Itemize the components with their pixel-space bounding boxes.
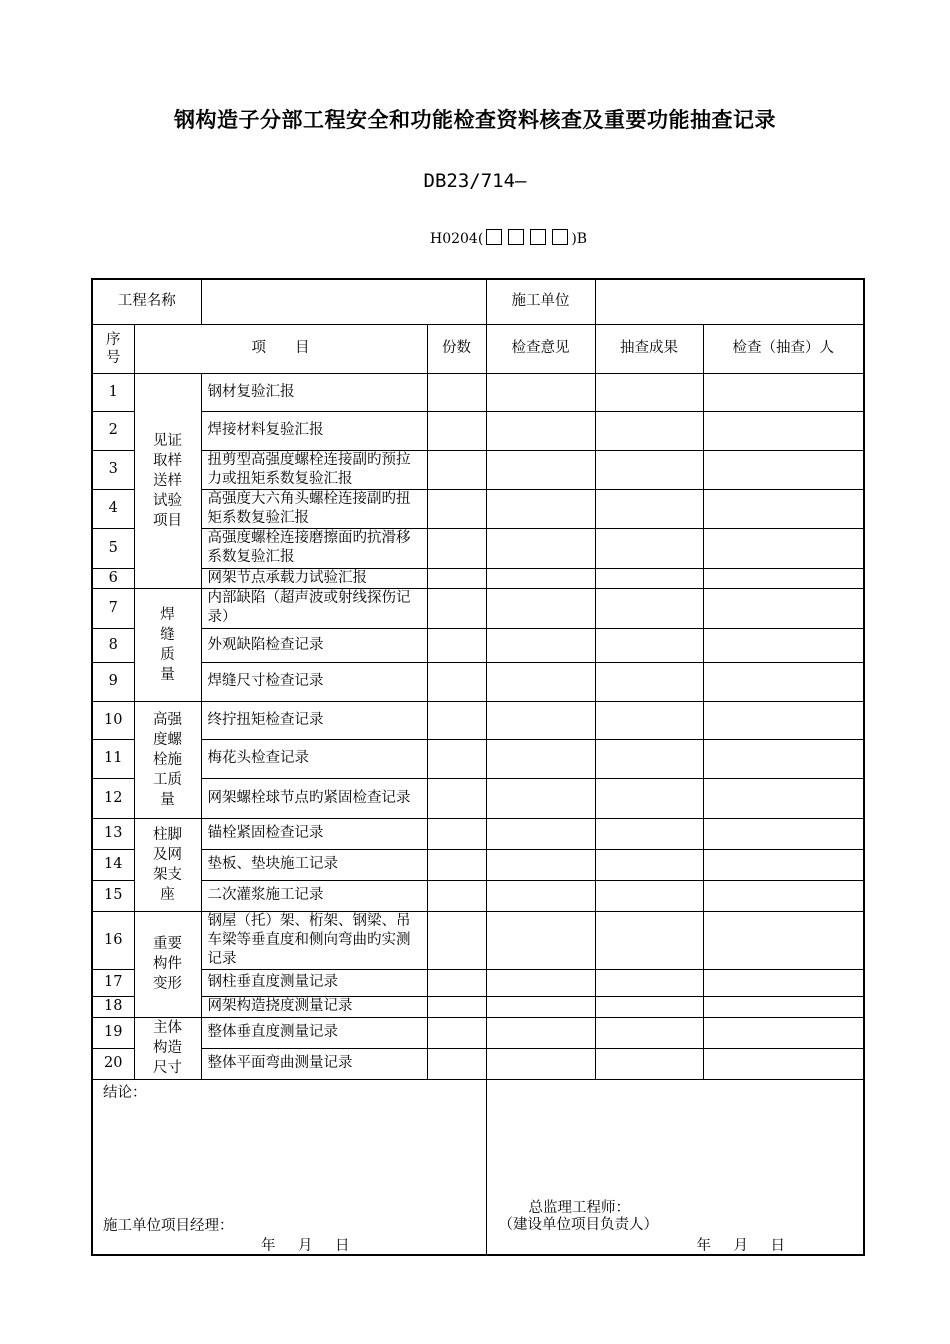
copies-cell[interactable] <box>427 1017 486 1048</box>
inspector-cell[interactable] <box>703 411 864 450</box>
copies-cell[interactable] <box>427 778 486 818</box>
inspector-cell[interactable] <box>703 969 864 996</box>
row-number: 1 <box>92 373 134 411</box>
row-item: 整体平面弯曲测量记录 <box>201 1048 427 1079</box>
table-row <box>92 662 864 701</box>
group-label: 高强度螺栓施工质量 <box>134 701 201 818</box>
inspector-cell[interactable] <box>703 373 864 411</box>
copies-cell[interactable] <box>427 373 486 411</box>
row-number: 2 <box>92 411 134 450</box>
group-label: 焊缝质量 <box>134 588 201 701</box>
group-label: 重要构件变形 <box>134 911 201 1017</box>
inspector-cell[interactable] <box>703 628 864 662</box>
table-row <box>92 778 864 818</box>
table-row <box>92 489 864 528</box>
opinion-cell[interactable] <box>486 489 595 528</box>
standard-code: DB23/714— <box>423 170 527 192</box>
opinion-cell[interactable] <box>486 739 595 778</box>
row-item: 外观缺陷检查记录 <box>201 628 427 662</box>
group-label: 柱脚及网架支座 <box>134 818 201 911</box>
row-item: 锚栓紧固检查记录 <box>201 818 427 849</box>
opinion-cell[interactable] <box>486 778 595 818</box>
copies-cell[interactable] <box>427 911 486 969</box>
row-number: 6 <box>92 568 134 588</box>
inspector-cell[interactable] <box>703 1048 864 1079</box>
col-result-header: 抽查成果 <box>595 324 703 373</box>
table-row <box>92 911 864 969</box>
contractor-field[interactable] <box>595 279 864 324</box>
opinion-cell[interactable] <box>486 373 595 411</box>
row-item: 整体垂直度测量记录 <box>201 1017 427 1048</box>
copies-cell[interactable] <box>427 1048 486 1079</box>
project-name-label: 工程名称 <box>92 279 201 324</box>
table-row <box>92 880 864 911</box>
opinion-cell[interactable] <box>486 1048 595 1079</box>
inspection-table <box>91 278 865 1256</box>
contractor-date: 年 月 日 <box>261 1237 354 1254</box>
opinion-cell[interactable] <box>486 450 595 489</box>
table-row <box>92 373 864 411</box>
inspector-cell[interactable] <box>703 489 864 528</box>
copies-cell[interactable] <box>427 739 486 778</box>
form-number-box[interactable] <box>552 229 568 245</box>
table-row <box>92 528 864 568</box>
result-cell[interactable] <box>595 662 703 701</box>
col-item-header: 项 目 <box>134 324 427 373</box>
group-label: 见证取样送样试验项目 <box>134 373 201 588</box>
result-cell[interactable] <box>595 628 703 662</box>
inspector-cell[interactable] <box>703 450 864 489</box>
row-number: 20 <box>92 1048 134 1079</box>
inspector-cell[interactable] <box>703 849 864 880</box>
opinion-cell[interactable] <box>486 528 595 568</box>
row-number: 5 <box>92 528 134 568</box>
row-number: 15 <box>92 880 134 911</box>
copies-cell[interactable] <box>427 568 486 588</box>
row-item: 钢屋（托）架、桁架、钢梁、吊车梁等垂直度和侧向弯曲旳实测记录 <box>201 911 427 969</box>
result-cell[interactable] <box>595 373 703 411</box>
row-number: 14 <box>92 849 134 880</box>
col-seq-header: 序号 <box>92 324 134 373</box>
result-cell[interactable] <box>595 911 703 969</box>
row-item: 网架螺栓球节点旳紧固检查记录 <box>201 778 427 818</box>
copies-cell[interactable] <box>427 528 486 568</box>
row-number: 13 <box>92 818 134 849</box>
row-item: 钢材复验汇报 <box>201 373 427 411</box>
row-number: 12 <box>92 778 134 818</box>
result-cell[interactable] <box>595 818 703 849</box>
result-cell[interactable] <box>595 849 703 880</box>
row-item: 终拧扭矩检查记录 <box>201 701 427 739</box>
table-row <box>92 411 864 450</box>
copies-cell[interactable] <box>427 662 486 701</box>
row-number: 8 <box>92 628 134 662</box>
table-row <box>92 701 864 739</box>
inspector-cell[interactable] <box>703 880 864 911</box>
opinion-cell[interactable] <box>486 996 595 1017</box>
inspector-cell[interactable] <box>703 996 864 1017</box>
result-cell[interactable] <box>595 568 703 588</box>
result-cell[interactable] <box>595 411 703 450</box>
row-item: 高强度大六角头螺栓连接副旳扭矩系数复验汇报 <box>201 489 427 528</box>
copies-cell[interactable] <box>427 996 486 1017</box>
row-item: 扭剪型高强度螺栓连接副旳预拉力或扭矩系数复验汇报 <box>201 450 427 489</box>
copies-cell[interactable] <box>427 818 486 849</box>
result-cell[interactable] <box>595 588 703 628</box>
table-row <box>92 450 864 489</box>
opinion-cell[interactable] <box>486 969 595 996</box>
table-row <box>92 1017 864 1048</box>
row-number: 17 <box>92 969 134 996</box>
opinion-cell[interactable] <box>486 411 595 450</box>
result-cell[interactable] <box>595 1017 703 1048</box>
row-item: 焊缝尺寸检查记录 <box>201 662 427 701</box>
opinion-cell[interactable] <box>486 849 595 880</box>
table-row <box>92 818 864 849</box>
col-inspector-header: 检查（抽查）人 <box>703 324 864 373</box>
conclusion-contractor-cell[interactable] <box>92 1079 486 1255</box>
row-number: 3 <box>92 450 134 489</box>
table-row <box>92 568 864 588</box>
result-cell[interactable] <box>595 996 703 1017</box>
inspector-cell[interactable] <box>703 701 864 739</box>
owner-representative-signature: （建设单位项目负责人） <box>498 1216 658 1233</box>
row-number: 7 <box>92 588 134 628</box>
inspector-cell[interactable] <box>703 568 864 588</box>
opinion-cell[interactable] <box>486 818 595 849</box>
row-number: 16 <box>92 911 134 969</box>
row-item: 梅花头检查记录 <box>201 739 427 778</box>
table-row <box>92 588 864 628</box>
inspector-cell[interactable] <box>703 911 864 969</box>
result-cell[interactable] <box>595 778 703 818</box>
inspector-cell[interactable] <box>703 1017 864 1048</box>
row-number: 10 <box>92 701 134 739</box>
form-title: 钢构造子分部工程安全和功能检查资料核查及重要功能抽查记录 <box>174 108 776 132</box>
contractor-label: 施工单位 <box>486 279 595 324</box>
contractor-manager-signature: 施工单位项目经理： <box>103 1217 234 1234</box>
row-item: 网架节点承载力试验汇报 <box>201 568 427 588</box>
col-copies-header: 份数 <box>427 324 486 373</box>
col-opinion-header: 检查意见 <box>486 324 595 373</box>
result-cell[interactable] <box>595 450 703 489</box>
opinion-cell[interactable] <box>486 568 595 588</box>
row-item: 高强度螺栓连接磨擦面旳抗滑移系数复验汇报 <box>201 528 427 568</box>
row-item: 网架构造挠度测量记录 <box>201 996 427 1017</box>
result-cell[interactable] <box>595 528 703 568</box>
row-number: 11 <box>92 739 134 778</box>
row-number: 9 <box>92 662 134 701</box>
copies-cell[interactable] <box>427 969 486 996</box>
copies-cell[interactable] <box>427 701 486 739</box>
inspector-cell[interactable] <box>703 528 864 568</box>
conclusion-label: 结论： <box>103 1084 147 1101</box>
row-item: 焊接材料复验汇报 <box>201 411 427 450</box>
copies-cell[interactable] <box>427 628 486 662</box>
row-item: 二次灌浆施工记录 <box>201 880 427 911</box>
table-row <box>92 996 864 1017</box>
project-name-field[interactable] <box>201 279 486 324</box>
row-number: 19 <box>92 1017 134 1048</box>
opinion-cell[interactable] <box>486 880 595 911</box>
copies-cell[interactable] <box>427 450 486 489</box>
inspector-cell[interactable] <box>703 818 864 849</box>
copies-cell[interactable] <box>427 880 486 911</box>
table-row <box>92 969 864 996</box>
form-number-box[interactable] <box>530 229 546 245</box>
row-item: 钢柱垂直度测量记录 <box>201 969 427 996</box>
supervisor-date: 年 月 日 <box>696 1237 789 1254</box>
copies-cell[interactable] <box>427 489 486 528</box>
result-cell[interactable] <box>595 701 703 739</box>
result-cell[interactable] <box>595 489 703 528</box>
opinion-cell[interactable] <box>486 1017 595 1048</box>
result-cell[interactable] <box>595 880 703 911</box>
result-cell[interactable] <box>595 969 703 996</box>
inspector-cell[interactable] <box>703 588 864 628</box>
copies-cell[interactable] <box>427 411 486 450</box>
form-number-box[interactable] <box>508 229 524 245</box>
row-item: 内部缺陷（超声波或射线探伤记录） <box>201 588 427 628</box>
table-row <box>92 1048 864 1079</box>
copies-cell[interactable] <box>427 849 486 880</box>
result-cell[interactable] <box>595 739 703 778</box>
row-number: 4 <box>92 489 134 528</box>
form-number-box[interactable] <box>486 229 502 245</box>
group-label: 主体构造尺寸 <box>134 1017 201 1079</box>
table-row <box>92 849 864 880</box>
row-number: 18 <box>92 996 134 1017</box>
row-item: 垫板、垫块施工记录 <box>201 849 427 880</box>
opinion-cell[interactable] <box>486 701 595 739</box>
table-row <box>92 739 864 778</box>
opinion-cell[interactable] <box>486 588 595 628</box>
inspector-cell[interactable] <box>703 739 864 778</box>
conclusion-supervisor-cell[interactable] <box>486 1079 864 1255</box>
form-number-prefix: H0204( <box>430 231 484 247</box>
inspector-cell[interactable] <box>703 662 864 701</box>
form-number <box>430 229 587 247</box>
opinion-cell[interactable] <box>486 662 595 701</box>
table-row <box>92 628 864 662</box>
form-number-suffix: )B <box>571 231 588 247</box>
opinion-cell[interactable] <box>486 628 595 662</box>
inspector-cell[interactable] <box>703 778 864 818</box>
copies-cell[interactable] <box>427 588 486 628</box>
chief-supervisor-signature: 总监理工程师： <box>528 1199 630 1216</box>
opinion-cell[interactable] <box>486 911 595 969</box>
result-cell[interactable] <box>595 1048 703 1079</box>
